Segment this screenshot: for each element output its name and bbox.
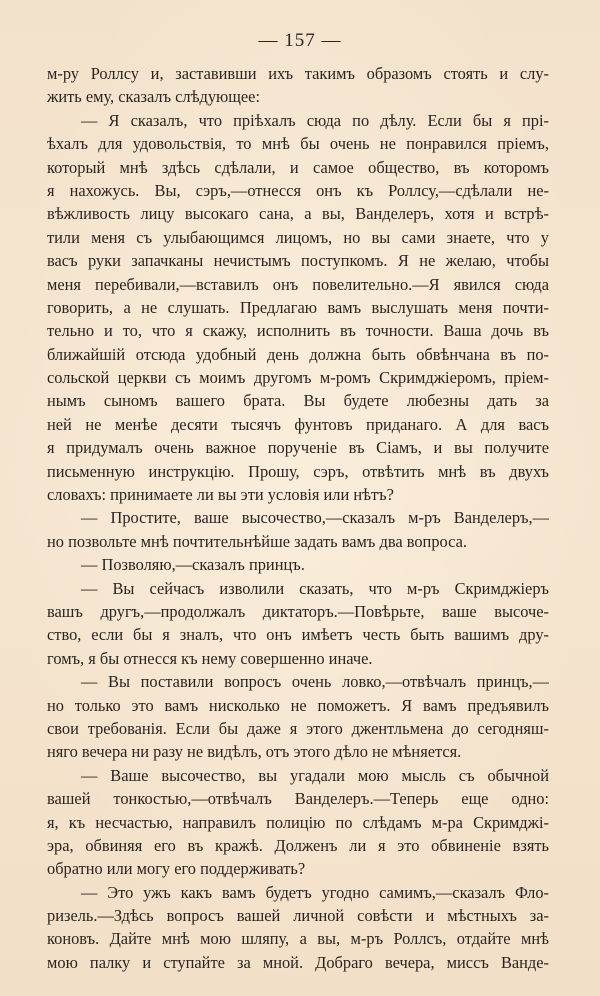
text-line: но только это вамъ нисколько не поможетъ. Я вамъ предъявилъ	[47, 695, 549, 715]
text-line: — Простите, ваше высочество,—сказалъ м-ръ Ванделеръ,—	[81, 508, 549, 528]
text-line: нымъ сыномъ вашего брата. Вы будете любезны дать за	[47, 391, 549, 411]
text-line: словахъ: принимаете ли вы эти условія или нѣтъ?	[47, 485, 394, 505]
text-line: — Это ужъ какъ вамъ будетъ угодно самимъ,—сказалъ Фло-	[81, 882, 549, 902]
text-line: — Вы поставили вопросъ очень ловко,—отвѣчалъ принцъ,—	[81, 672, 549, 692]
text-line: — Я сказалъ, что пріѣхалъ сюда по дѣлу. Если бы я прі-	[81, 110, 549, 130]
text-line: — Вы сейчасъ изволили сказать, что м-ръ Скримджіеръ	[81, 578, 549, 598]
text-line: я нахожусь. Вы, сэръ,—отнесся онъ къ Роллсу,—сдѣлали не-	[47, 180, 549, 200]
text-line: вѣжливость лицу высокаго сана, а вы, Ванделеръ, хотя и встрѣ-	[47, 204, 549, 224]
text-line: обратно или могу его поддерживать?	[47, 859, 306, 879]
text-line: но позвольте мнѣ почтительнѣйше задать вамъ два вопроса.	[47, 531, 467, 551]
text-line: ство, если бы я зналъ, что онъ имѣетъ честь быть вашимъ дру-	[47, 625, 549, 645]
text-line: васъ руки запачканы нечистымъ поступкомъ. Я не желаю, чтобы	[47, 251, 549, 271]
text-line: вашъ другъ,—продолжалъ диктаторъ.—Повѣрьте, ваше высоче-	[47, 601, 549, 621]
text-line: эра, обвиняя его въ кражѣ. Долженъ ли я это обвиненіе взять	[47, 835, 549, 855]
page-number: — 157 —	[258, 30, 342, 51]
text-line: который мнѣ здѣсь сдѣлали, и самое общество, въ которомъ	[47, 157, 549, 177]
text-line: я, къ несчастью, направилъ полицію по слѣдамъ м-ра Скримджі-	[47, 812, 549, 832]
text-line: свои требованія. Если бы даже я этого джентльмена до сегодняш-	[47, 718, 549, 738]
text-line: вашей тонкостью,—отвѣчалъ Ванделеръ.—Теперь еще одно:	[47, 789, 549, 809]
text-line: ризель.—Здѣсь вопросъ вашей личной совѣсти и мѣстныхъ за-	[47, 906, 549, 926]
text-line: тили меня съ улыбающимся лицомъ, но вы сами знаете, что у	[47, 227, 549, 247]
text-line: я придумалъ очень важное порученіе въ Сіамъ, и вы получите	[47, 438, 549, 458]
text-line: ближайшій отсюда удобный день должна быть обвѣнчана въ по-	[47, 344, 549, 364]
text-line: — Ваше высочество, вы угадали мою мысль съ обычной	[81, 765, 549, 785]
text-line: — Позволяю,—сказалъ принцъ.	[81, 555, 305, 575]
body-text	[47, 62, 549, 974]
text-line: меня перебивали,—вставилъ онъ повелительно.—Я явился сюда	[47, 274, 549, 294]
text-line: няго вечера ни разу не видѣлъ, отъ этого дѣло не мѣняется.	[47, 742, 462, 762]
text-line: коновъ. Дайте мнѣ мою шляпу, а вы, м-ръ Роллсъ, отдайте мнѣ	[47, 929, 549, 949]
text-line: сольской церкви съ моимъ другомъ м-ромъ Скримджіеромъ, пріем-	[47, 368, 549, 388]
text-line: ѣхалъ для удовольствія, то мнѣ бы очень не понравился пріемъ,	[47, 134, 549, 154]
text-line: м-ру Роллсу и, заставивши ихъ такимъ образомъ стоять и слу-	[47, 64, 549, 83]
text-line: жить ему, сказалъ слѣдующее:	[47, 87, 260, 107]
text-line: гомъ, я бы отнесся къ нему совершенно иначе.	[47, 648, 373, 668]
text-line: письменную инструкцію. Прошу, сэръ, отвѣтить мнѣ въ двухъ	[47, 461, 549, 481]
text-line: ней не менѣе десяти тысячъ фунтовъ приданаго. А для васъ	[47, 414, 549, 434]
text-line: тельно и то, что я скажу, исполнить въ точности. Ваша дочь въ	[47, 321, 549, 341]
text-line: говорить, а не слушать. Предлагаю вамъ выслушать меня почти-	[47, 297, 549, 317]
text-line: мою палку и ступайте за мной. Добраго вечера, миссъ Ванде-	[47, 952, 549, 972]
